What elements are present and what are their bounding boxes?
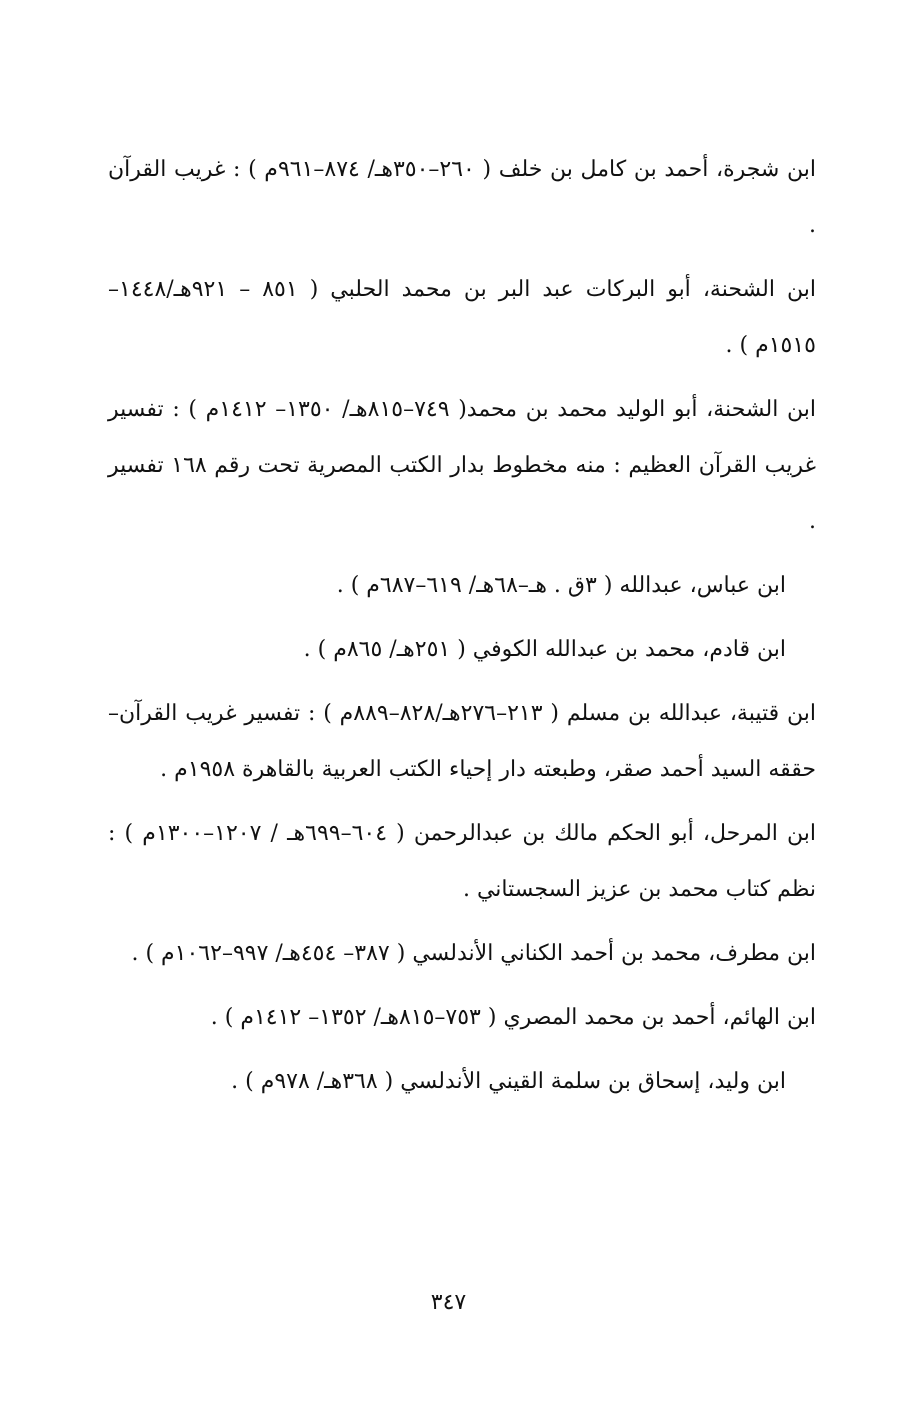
index-entry: ابن شجرة، أحمد بن كامل بن خلف ( ٢٦٠–٣٥٠هـ/ ٨٧٤–٩٦١م ) : غريب القرآن . bbox=[108, 157, 816, 238]
index-entry: ابن عباس، عبدالله ( ٣ق . هـ–٦٨هـ/ ٦١٩–٦٨٧م ) . bbox=[336, 573, 786, 598]
index-entry: ابن الهائم، أحمد بن محمد المصري ( ٧٥٣–٨١٥هـ/ ١٣٥٢– ١٤١٢م ) . bbox=[210, 1005, 816, 1030]
page-number: ٣٤٧ bbox=[430, 1290, 467, 1315]
index-entry: ابن قادم، محمد بن عبدالله الكوفي ( ٢٥١هـ/ ٨٦٥م ) . bbox=[303, 637, 786, 662]
index-entry: ابن مطرف، محمد بن أحمد الكناني الأندلسي ( ٣٨٧– ٤٥٤هـ/ ٩٩٧–١٠٦٢م ) . bbox=[131, 941, 816, 966]
index-entry: ابن وليد، إسحاق بن سلمة القيني الأندلسي ( ٣٦٨هـ/ ٩٧٨م ) . bbox=[231, 1069, 786, 1094]
index-entry: ابن الشحنة، أبو الوليد محمد بن محمد( ٧٤٩–٨١٥هـ/ ١٣٥٠– ١٤١٢م ) : تفسير غريب القرآن العظيم : منه مخطوط بدار الكتب المصرية تحت رقم ١٦٨ تفسير . bbox=[108, 397, 816, 534]
index-entry: ابن الشحنة، أبو البركات عبد البر بن محمد الحلبي ( ٨٥١ – ٩٢١هـ/١٤٤٨– ١٥١٥م ) . bbox=[108, 277, 816, 358]
index-entries bbox=[108, 142, 816, 1118]
index-entry: ابن قتيبة، عبدالله بن مسلم ( ٢١٣–٢٧٦هـ/٨٢٨–٨٨٩م ) : تفسير غريب القرآن– حققه السيد أحمد صقر، وطبعته دار إحياء الكتب العربية بالقاهرة ١٩٥٨م . bbox=[108, 701, 817, 782]
index-entry: ابن المرحل، أبو الحكم مالك بن عبدالرحمن ( ٦٠٤–٦٩٩هـ / ١٢٠٧–١٣٠٠م ) : نظم كتاب محمد بن عزيز السجستاني . bbox=[108, 821, 816, 902]
